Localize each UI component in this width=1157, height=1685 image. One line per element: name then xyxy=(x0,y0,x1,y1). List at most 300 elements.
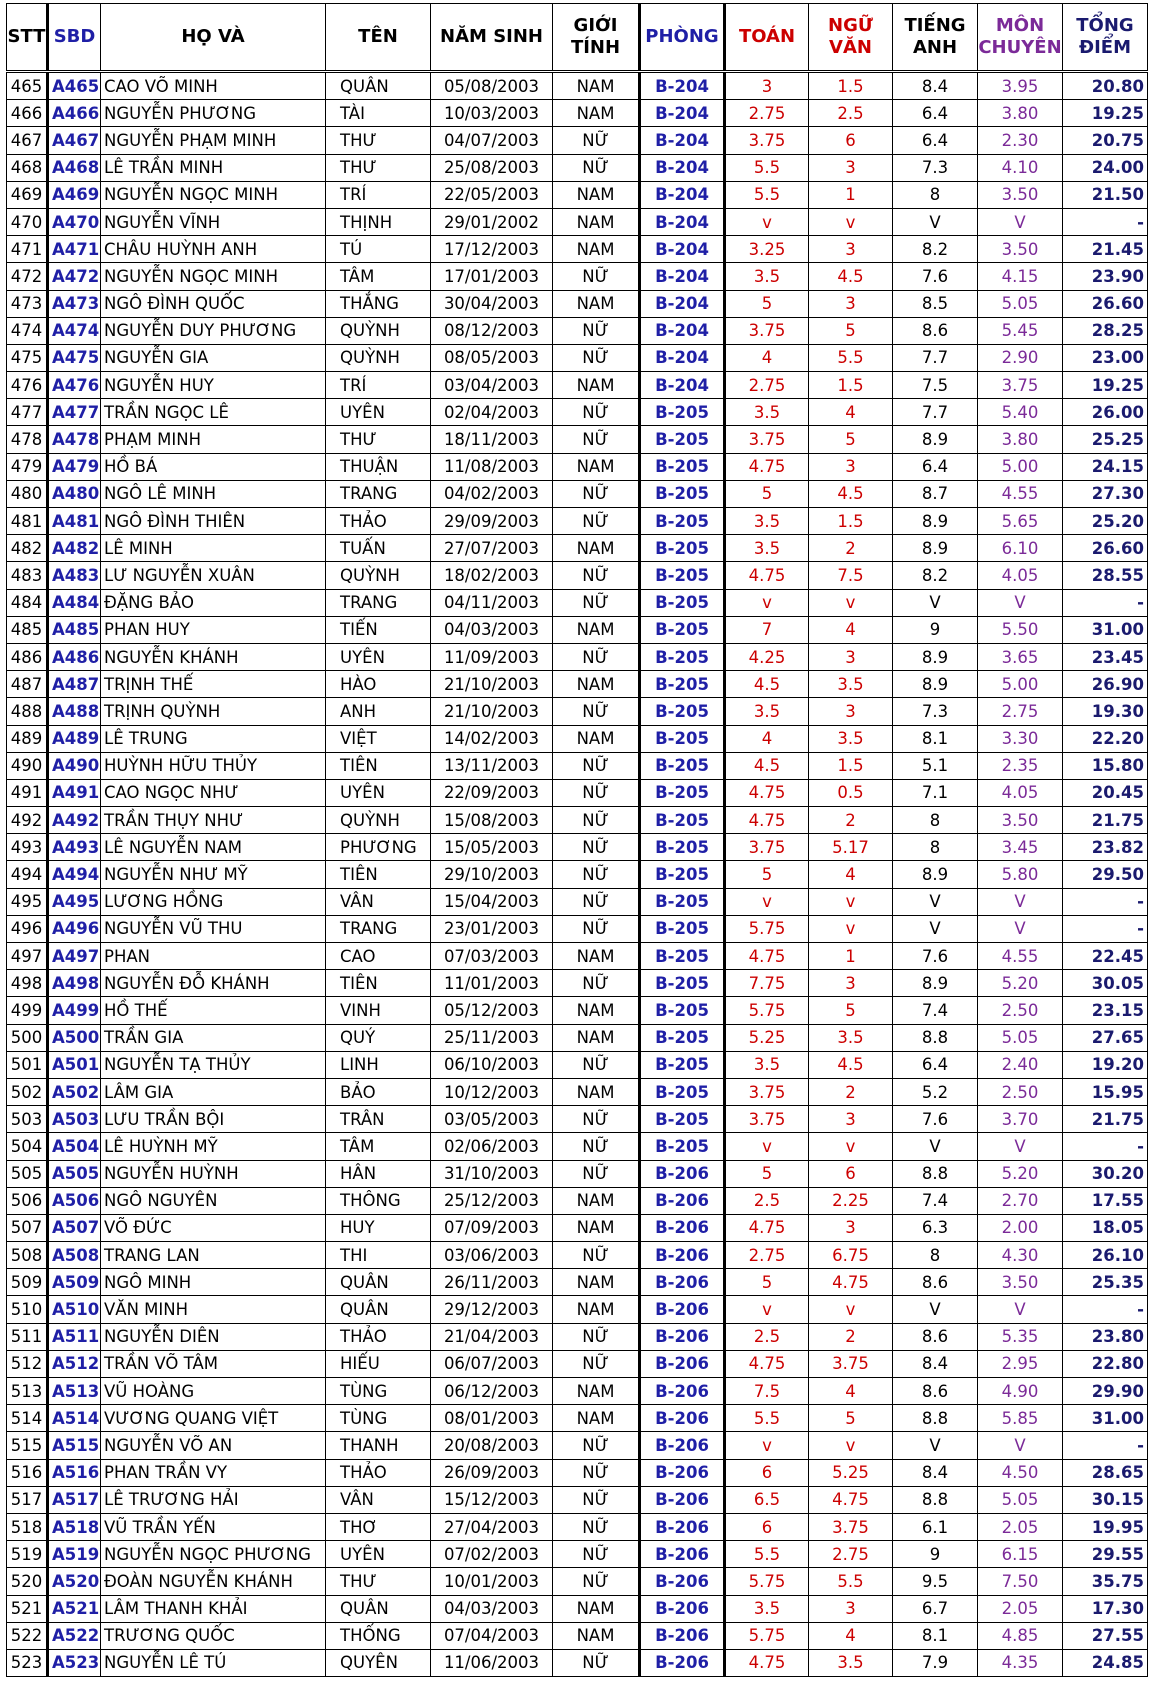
tieng-anh-cell: 7.7 xyxy=(893,344,978,371)
ten-cell: TIÊN xyxy=(326,970,431,997)
tong-diem-cell: 30.20 xyxy=(1063,1160,1148,1187)
tong-diem-cell: 23.45 xyxy=(1063,643,1148,670)
phong-cell: B-204 xyxy=(640,236,725,263)
mon-chuyen-cell: 2.30 xyxy=(978,127,1063,154)
nam-sinh-cell: 29/09/2003 xyxy=(431,508,553,535)
tieng-anh-cell: 8.6 xyxy=(893,317,978,344)
stt-cell: 505 xyxy=(7,1160,48,1187)
ten-cell: TRANG xyxy=(326,480,431,507)
phong-cell: B-204 xyxy=(640,208,725,235)
mon-chuyen-cell: 3.70 xyxy=(978,1106,1063,1133)
tong-diem-cell: 21.45 xyxy=(1063,236,1148,263)
nam-sinh-cell: 21/10/2003 xyxy=(431,698,553,725)
toan-cell: 4.75 xyxy=(725,453,809,480)
ho-cell: TRƯƠNG QUỐC xyxy=(101,1622,326,1649)
sbd-cell: A483 xyxy=(48,562,101,589)
gioi-tinh-cell: NỮ xyxy=(553,344,640,371)
gioi-tinh-cell: NỮ xyxy=(553,263,640,290)
tieng-anh-cell: 8 xyxy=(893,181,978,208)
toan-cell: 5 xyxy=(725,1269,809,1296)
sbd-cell: A502 xyxy=(48,1078,101,1105)
mon-chuyen-cell: 5.45 xyxy=(978,317,1063,344)
ten-cell: TIẾN xyxy=(326,616,431,643)
sbd-cell: A499 xyxy=(48,997,101,1024)
ngu-van-cell: 1.5 xyxy=(809,752,893,779)
nam-sinh-cell: 10/12/2003 xyxy=(431,1078,553,1105)
ngu-van-cell: 4.5 xyxy=(809,1051,893,1078)
tong-diem-cell: - xyxy=(1063,915,1148,942)
nam-sinh-cell: 25/11/2003 xyxy=(431,1024,553,1051)
stt-cell: 500 xyxy=(7,1024,48,1051)
gioi-tinh-cell: NỮ xyxy=(553,154,640,181)
tong-diem-cell: 26.00 xyxy=(1063,399,1148,426)
tieng-anh-cell: V xyxy=(893,888,978,915)
ho-cell: LƯ NGUYỄN XUÂN xyxy=(101,562,326,589)
ngu-van-cell: 0.5 xyxy=(809,779,893,806)
ho-cell: NGUYỄN TẠ THỦY xyxy=(101,1051,326,1078)
tieng-anh-cell: 5.2 xyxy=(893,1078,978,1105)
ngu-van-cell: v xyxy=(809,915,893,942)
gioi-tinh-cell: NAM xyxy=(553,72,640,100)
table-row xyxy=(7,1568,1148,1595)
table-row xyxy=(7,1024,1148,1051)
ngu-van-cell: 5 xyxy=(809,426,893,453)
gioi-tinh-cell: NỮ xyxy=(553,1459,640,1486)
mon-chuyen-cell: 7.50 xyxy=(978,1568,1063,1595)
ten-cell: HUY xyxy=(326,1214,431,1241)
ten-cell: QUỲNH xyxy=(326,562,431,589)
stt-cell: 512 xyxy=(7,1350,48,1377)
tieng-anh-cell: V xyxy=(893,1432,978,1459)
table-row xyxy=(7,1486,1148,1513)
table-row xyxy=(7,1160,1148,1187)
stt-cell: 491 xyxy=(7,779,48,806)
stt-cell: 510 xyxy=(7,1296,48,1323)
table-body xyxy=(7,72,1148,1677)
nam-sinh-cell: 03/04/2003 xyxy=(431,372,553,399)
phong-cell: B-205 xyxy=(640,399,725,426)
table-row xyxy=(7,725,1148,752)
table-row xyxy=(7,317,1148,344)
ngu-van-cell: 3 xyxy=(809,290,893,317)
toan-cell: 3.75 xyxy=(725,426,809,453)
stt-cell: 471 xyxy=(7,236,48,263)
ho-cell: LÊ TRƯƠNG HẢI xyxy=(101,1486,326,1513)
header-tong-diem-line1: TỔNG xyxy=(1076,15,1134,36)
ngu-van-cell: v xyxy=(809,208,893,235)
ho-cell: LÂM GIA xyxy=(101,1078,326,1105)
stt-cell: 487 xyxy=(7,671,48,698)
ngu-van-cell: v xyxy=(809,1296,893,1323)
table-row xyxy=(7,535,1148,562)
ho-cell: VŨ HOÀNG xyxy=(101,1378,326,1405)
gioi-tinh-cell: NỮ xyxy=(553,970,640,997)
mon-chuyen-cell: 6.10 xyxy=(978,535,1063,562)
ten-cell: VÂN xyxy=(326,1486,431,1513)
phong-cell: B-205 xyxy=(640,807,725,834)
phong-cell: B-205 xyxy=(640,426,725,453)
toan-cell: 5.75 xyxy=(725,997,809,1024)
ngu-van-cell: v xyxy=(809,888,893,915)
ho-cell: NGUYỄN LÊ TÚ xyxy=(101,1649,326,1676)
phong-cell: B-205 xyxy=(640,698,725,725)
gioi-tinh-cell: NỮ xyxy=(553,1133,640,1160)
nam-sinh-cell: 11/08/2003 xyxy=(431,453,553,480)
stt-cell: 521 xyxy=(7,1595,48,1622)
sbd-cell: A473 xyxy=(48,290,101,317)
tieng-anh-cell: 9.5 xyxy=(893,1568,978,1595)
tong-diem-cell: 25.25 xyxy=(1063,426,1148,453)
ten-cell: TÙNG xyxy=(326,1405,431,1432)
stt-cell: 508 xyxy=(7,1242,48,1269)
sbd-cell: A492 xyxy=(48,807,101,834)
ten-cell: TRÍ xyxy=(326,372,431,399)
tong-diem-cell: 28.65 xyxy=(1063,1459,1148,1486)
ten-cell: BẢO xyxy=(326,1078,431,1105)
phong-cell: B-206 xyxy=(640,1160,725,1187)
gioi-tinh-cell: NỮ xyxy=(553,508,640,535)
ten-cell: VINH xyxy=(326,997,431,1024)
header-tong-diem-line2: ĐIỂM xyxy=(1079,37,1131,58)
gioi-tinh-cell: NỮ xyxy=(553,399,640,426)
ten-cell: THẢO xyxy=(326,1459,431,1486)
tieng-anh-cell: 8.9 xyxy=(893,643,978,670)
sbd-cell: A490 xyxy=(48,752,101,779)
phong-cell: B-206 xyxy=(640,1622,725,1649)
tieng-anh-cell: 7.3 xyxy=(893,154,978,181)
table-row xyxy=(7,1051,1148,1078)
ho-cell: NGUYỄN NGỌC PHƯƠNG xyxy=(101,1541,326,1568)
ho-cell: LÊ NGUYỄN NAM xyxy=(101,834,326,861)
ho-cell: LÂM THANH KHẢI xyxy=(101,1595,326,1622)
sbd-cell: A471 xyxy=(48,236,101,263)
stt-cell: 516 xyxy=(7,1459,48,1486)
ngu-van-cell: 4 xyxy=(809,399,893,426)
ngu-van-cell: v xyxy=(809,1133,893,1160)
sbd-cell: A481 xyxy=(48,508,101,535)
table-row xyxy=(7,1378,1148,1405)
toan-cell: 3.75 xyxy=(725,1078,809,1105)
toan-cell: 4.5 xyxy=(725,752,809,779)
tieng-anh-cell: 8 xyxy=(893,834,978,861)
ngu-van-cell: 2 xyxy=(809,1078,893,1105)
phong-cell: B-205 xyxy=(640,671,725,698)
ngu-van-cell: 4 xyxy=(809,861,893,888)
ho-cell: NGUYỄN DIÊN xyxy=(101,1323,326,1350)
sbd-cell: A510 xyxy=(48,1296,101,1323)
table-row xyxy=(7,344,1148,371)
toan-cell: 3.5 xyxy=(725,1595,809,1622)
gioi-tinh-cell: NAM xyxy=(553,208,640,235)
ten-cell: TÀI xyxy=(326,100,431,127)
header-gioi-tinh xyxy=(553,4,640,72)
table-header xyxy=(7,4,1148,72)
header-ngu-van-line2: VĂN xyxy=(829,37,872,58)
nam-sinh-cell: 30/04/2003 xyxy=(431,290,553,317)
stt-cell: 504 xyxy=(7,1133,48,1160)
ho-cell: TRỊNH THẾ xyxy=(101,671,326,698)
sbd-cell: A496 xyxy=(48,915,101,942)
mon-chuyen-cell: 5.00 xyxy=(978,671,1063,698)
tong-diem-cell: - xyxy=(1063,1133,1148,1160)
ho-cell: NGUYỄN HUY xyxy=(101,372,326,399)
tieng-anh-cell: V xyxy=(893,915,978,942)
stt-cell: 484 xyxy=(7,589,48,616)
toan-cell: 4 xyxy=(725,344,809,371)
ngu-van-cell: 4.5 xyxy=(809,480,893,507)
ngu-van-cell: 5.17 xyxy=(809,834,893,861)
stt-cell: 518 xyxy=(7,1513,48,1540)
phong-cell: B-205 xyxy=(640,1106,725,1133)
table-row xyxy=(7,154,1148,181)
sbd-cell: A511 xyxy=(48,1323,101,1350)
phong-cell: B-204 xyxy=(640,263,725,290)
nam-sinh-cell: 20/08/2003 xyxy=(431,1432,553,1459)
tieng-anh-cell: 8.7 xyxy=(893,480,978,507)
phong-cell: B-204 xyxy=(640,100,725,127)
nam-sinh-cell: 22/05/2003 xyxy=(431,181,553,208)
tieng-anh-cell: 8.9 xyxy=(893,671,978,698)
table-row xyxy=(7,1242,1148,1269)
ngu-van-cell: 7.5 xyxy=(809,562,893,589)
toan-cell: 5.25 xyxy=(725,1024,809,1051)
ten-cell: THI xyxy=(326,1242,431,1269)
tong-diem-cell: 24.00 xyxy=(1063,154,1148,181)
gioi-tinh-cell: NAM xyxy=(553,997,640,1024)
sbd-cell: A466 xyxy=(48,100,101,127)
mon-chuyen-cell: 2.90 xyxy=(978,344,1063,371)
mon-chuyen-cell: 5.50 xyxy=(978,616,1063,643)
stt-cell: 481 xyxy=(7,508,48,535)
ho-cell: LÊ MINH xyxy=(101,535,326,562)
tong-diem-cell: 22.80 xyxy=(1063,1350,1148,1377)
sbd-cell: A491 xyxy=(48,779,101,806)
phong-cell: B-206 xyxy=(640,1378,725,1405)
ngu-van-cell: 1 xyxy=(809,943,893,970)
nam-sinh-cell: 27/07/2003 xyxy=(431,535,553,562)
ten-cell: THỐNG xyxy=(326,1622,431,1649)
ten-cell: QUÂN xyxy=(326,1269,431,1296)
toan-cell: 5.5 xyxy=(725,181,809,208)
toan-cell: 5.75 xyxy=(725,1622,809,1649)
tieng-anh-cell: V xyxy=(893,1296,978,1323)
ho-cell: PHAN xyxy=(101,943,326,970)
nam-sinh-cell: 17/01/2003 xyxy=(431,263,553,290)
ngu-van-cell: 1.5 xyxy=(809,508,893,535)
ho-cell: NGUYỄN PHẠM MINH xyxy=(101,127,326,154)
score-table xyxy=(6,3,1148,1677)
tong-diem-cell: 26.10 xyxy=(1063,1242,1148,1269)
nam-sinh-cell: 03/06/2003 xyxy=(431,1242,553,1269)
mon-chuyen-cell: 3.65 xyxy=(978,643,1063,670)
phong-cell: B-206 xyxy=(640,1269,725,1296)
tong-diem-cell: 35.75 xyxy=(1063,1568,1148,1595)
gioi-tinh-cell: NAM xyxy=(553,181,640,208)
ten-cell: QUỲNH xyxy=(326,317,431,344)
phong-cell: B-205 xyxy=(640,562,725,589)
header-sbd: SBD xyxy=(48,4,101,72)
phong-cell: B-205 xyxy=(640,943,725,970)
phong-cell: B-206 xyxy=(640,1323,725,1350)
ho-cell: LÊ TRUNG xyxy=(101,725,326,752)
gioi-tinh-cell: NỮ xyxy=(553,562,640,589)
tong-diem-cell: 26.60 xyxy=(1063,290,1148,317)
tong-diem-cell: 19.20 xyxy=(1063,1051,1148,1078)
ngu-van-cell: 5 xyxy=(809,997,893,1024)
ten-cell: VÂN xyxy=(326,888,431,915)
tieng-anh-cell: 8.6 xyxy=(893,1378,978,1405)
sbd-cell: A480 xyxy=(48,480,101,507)
mon-chuyen-cell: 4.10 xyxy=(978,154,1063,181)
mon-chuyen-cell: 3.95 xyxy=(978,72,1063,100)
tieng-anh-cell: 7.1 xyxy=(893,779,978,806)
toan-cell: 4.75 xyxy=(725,562,809,589)
table-row xyxy=(7,1595,1148,1622)
gioi-tinh-cell: NỮ xyxy=(553,127,640,154)
toan-cell: 5.75 xyxy=(725,1568,809,1595)
ngu-van-cell: 2.25 xyxy=(809,1187,893,1214)
mon-chuyen-cell: 2.75 xyxy=(978,698,1063,725)
gioi-tinh-cell: NỮ xyxy=(553,1242,640,1269)
ten-cell: QUÂN xyxy=(326,1296,431,1323)
gioi-tinh-cell: NAM xyxy=(553,1296,640,1323)
phong-cell: B-205 xyxy=(640,1133,725,1160)
ho-cell: PHAN HUY xyxy=(101,616,326,643)
tong-diem-cell: 25.35 xyxy=(1063,1269,1148,1296)
table-row xyxy=(7,915,1148,942)
tong-diem-cell: 21.75 xyxy=(1063,1106,1148,1133)
sbd-cell: A517 xyxy=(48,1486,101,1513)
tieng-anh-cell: V xyxy=(893,1133,978,1160)
sbd-cell: A495 xyxy=(48,888,101,915)
mon-chuyen-cell: 2.05 xyxy=(978,1513,1063,1540)
mon-chuyen-cell: 4.90 xyxy=(978,1378,1063,1405)
gioi-tinh-cell: NỮ xyxy=(553,1323,640,1350)
toan-cell: 3.25 xyxy=(725,236,809,263)
stt-cell: 466 xyxy=(7,100,48,127)
mon-chuyen-cell: 2.70 xyxy=(978,1187,1063,1214)
tong-diem-cell: - xyxy=(1063,1432,1148,1459)
table-row xyxy=(7,72,1148,100)
sbd-cell: A498 xyxy=(48,970,101,997)
tieng-anh-cell: 7.6 xyxy=(893,943,978,970)
gioi-tinh-cell: NAM xyxy=(553,943,640,970)
tieng-anh-cell: 8.5 xyxy=(893,290,978,317)
gioi-tinh-cell: NAM xyxy=(553,1214,640,1241)
ngu-van-cell: 4 xyxy=(809,1622,893,1649)
sbd-cell: A522 xyxy=(48,1622,101,1649)
toan-cell: 3 xyxy=(725,72,809,100)
ho-cell: TRANG LAN xyxy=(101,1242,326,1269)
tieng-anh-cell: 7.3 xyxy=(893,698,978,725)
phong-cell: B-205 xyxy=(640,915,725,942)
tieng-anh-cell: 8.4 xyxy=(893,1459,978,1486)
header-tieng-anh-line1: TIẾNG xyxy=(904,15,966,36)
tong-diem-cell: 26.60 xyxy=(1063,535,1148,562)
phong-cell: B-206 xyxy=(640,1595,725,1622)
phong-cell: B-205 xyxy=(640,888,725,915)
tong-diem-cell: 26.90 xyxy=(1063,671,1148,698)
gioi-tinh-cell: NAM xyxy=(553,100,640,127)
ten-cell: TÂM xyxy=(326,1133,431,1160)
ho-cell: NGÔ LÊ MINH xyxy=(101,480,326,507)
ngu-van-cell: 3.75 xyxy=(809,1513,893,1540)
ten-cell: QUỲNH xyxy=(326,807,431,834)
sbd-cell: A516 xyxy=(48,1459,101,1486)
stt-cell: 465 xyxy=(7,72,48,100)
table-row xyxy=(7,698,1148,725)
toan-cell: 4.75 xyxy=(725,807,809,834)
sbd-cell: A501 xyxy=(48,1051,101,1078)
ho-cell: VÕ ĐỨC xyxy=(101,1214,326,1241)
nam-sinh-cell: 11/09/2003 xyxy=(431,643,553,670)
phong-cell: B-205 xyxy=(640,861,725,888)
tong-diem-cell: 19.95 xyxy=(1063,1513,1148,1540)
stt-cell: 485 xyxy=(7,616,48,643)
stt-cell: 486 xyxy=(7,643,48,670)
ho-cell: NGUYỄN KHÁNH xyxy=(101,643,326,670)
header-nam-sinh: NĂM SINH xyxy=(431,4,553,72)
nam-sinh-cell: 15/05/2003 xyxy=(431,834,553,861)
table-row xyxy=(7,290,1148,317)
tong-diem-cell: 28.25 xyxy=(1063,317,1148,344)
nam-sinh-cell: 25/12/2003 xyxy=(431,1187,553,1214)
stt-cell: 467 xyxy=(7,127,48,154)
toan-cell: v xyxy=(725,1296,809,1323)
tieng-anh-cell: 9 xyxy=(893,1541,978,1568)
ho-cell: HUỲNH HỮU THỦY xyxy=(101,752,326,779)
stt-cell: 520 xyxy=(7,1568,48,1595)
sbd-cell: A479 xyxy=(48,453,101,480)
stt-cell: 478 xyxy=(7,426,48,453)
tieng-anh-cell: 8.8 xyxy=(893,1024,978,1051)
ngu-van-cell: 2 xyxy=(809,807,893,834)
ho-cell: TRẦN VÕ TÂM xyxy=(101,1350,326,1377)
stt-cell: 501 xyxy=(7,1051,48,1078)
gioi-tinh-cell: NỮ xyxy=(553,698,640,725)
tieng-anh-cell: 7.5 xyxy=(893,372,978,399)
nam-sinh-cell: 06/10/2003 xyxy=(431,1051,553,1078)
phong-cell: B-206 xyxy=(640,1649,725,1676)
mon-chuyen-cell: 5.00 xyxy=(978,453,1063,480)
tong-diem-cell: 22.45 xyxy=(1063,943,1148,970)
sbd-cell: A493 xyxy=(48,834,101,861)
nam-sinh-cell: 15/08/2003 xyxy=(431,807,553,834)
ngu-van-cell: 6.75 xyxy=(809,1242,893,1269)
tieng-anh-cell: V xyxy=(893,589,978,616)
phong-cell: B-204 xyxy=(640,344,725,371)
table-row xyxy=(7,643,1148,670)
stt-cell: 482 xyxy=(7,535,48,562)
gioi-tinh-cell: NỮ xyxy=(553,1051,640,1078)
header-tieng-anh-line2: ANH xyxy=(912,37,958,58)
stt-cell: 519 xyxy=(7,1541,48,1568)
header-toan: TOÁN xyxy=(725,4,809,72)
ngu-van-cell: 2 xyxy=(809,1323,893,1350)
ten-cell: QUÂN xyxy=(326,1595,431,1622)
mon-chuyen-cell: V xyxy=(978,1432,1063,1459)
nam-sinh-cell: 18/11/2003 xyxy=(431,426,553,453)
tong-diem-cell: 23.15 xyxy=(1063,997,1148,1024)
phong-cell: B-205 xyxy=(640,997,725,1024)
phong-cell: B-206 xyxy=(640,1242,725,1269)
ten-cell: HIẾU xyxy=(326,1350,431,1377)
ho-cell: TRẦN GIA xyxy=(101,1024,326,1051)
toan-cell: 3.5 xyxy=(725,1051,809,1078)
mon-chuyen-cell: V xyxy=(978,915,1063,942)
sbd-cell: A512 xyxy=(48,1350,101,1377)
mon-chuyen-cell: 6.15 xyxy=(978,1541,1063,1568)
